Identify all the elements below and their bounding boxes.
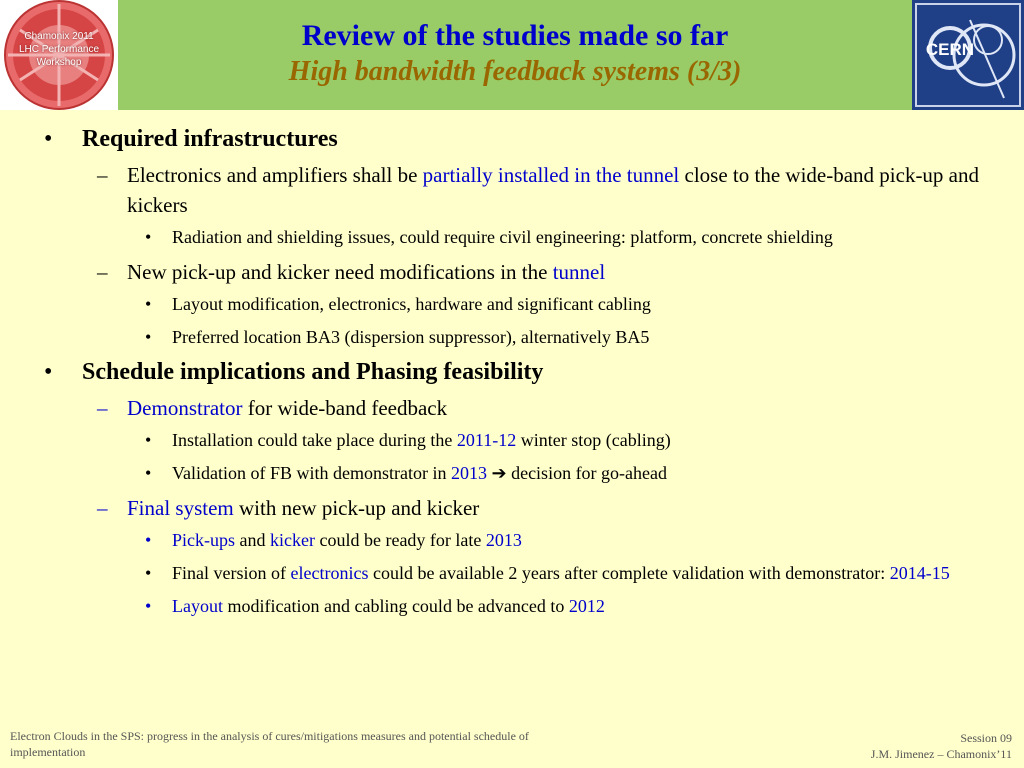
text-run: could be available 2 years after complete validation with demonstrator:: [368, 563, 890, 583]
item-final-electronics: [0, 560, 1024, 586]
text-run: Electronics and amplifiers shall be: [127, 163, 423, 187]
highlight-text: Final system: [127, 496, 234, 520]
bullet-marker: •: [145, 327, 152, 347]
text-run: close to the wide-band pick-up and kickers: [127, 163, 980, 217]
highlight-text: 2013: [450, 463, 487, 483]
text-run: New pick-up and kicker need modifications in the: [127, 260, 553, 284]
bullet-marker: •: [145, 227, 152, 247]
footer-right: [871, 730, 1012, 762]
bullet-marker: •: [145, 294, 152, 314]
footer-session: Session 09: [960, 731, 1012, 745]
bullet-marker: •: [145, 563, 152, 583]
text-run: and: [235, 530, 270, 550]
sub-bullet-electronics: [0, 160, 1024, 220]
item-radiation-shielding: [0, 224, 1024, 250]
text-run: Layout modification, electronics, hardware and significant cabling: [172, 294, 651, 314]
highlight-text: Demonstrator: [127, 396, 243, 420]
bullet-marker: •: [145, 463, 152, 483]
bullet-marker: •: [145, 530, 152, 550]
text-run: for wide-band feedback: [242, 396, 448, 420]
highlight-text: kicker: [270, 530, 315, 550]
dash-marker: –: [97, 396, 108, 420]
slide-body: [0, 124, 1024, 626]
text-run: could be ready for late: [314, 530, 486, 550]
chamonix-workshop-logo: [0, 0, 118, 110]
cern-logo-graphic: [912, 0, 1024, 110]
bullet-marker: •: [44, 359, 53, 385]
highlight-text: 2014-15: [889, 563, 950, 583]
item-layout-modification: [0, 291, 1024, 317]
text-run: Final version of: [172, 563, 291, 583]
cern-logo-text: CERN: [925, 40, 975, 59]
bullet-required-infrastructures: [0, 124, 1024, 154]
highlight-text: partially installed in the tunnel: [422, 163, 680, 187]
text-run: Validation of FB with demonstrator in: [172, 463, 451, 483]
slide-subtitle: High bandwidth feedback systems (3/3): [288, 56, 742, 87]
bullet-marker: •: [145, 430, 152, 450]
chamonix-logo-text: Chamonix 2011 LHC Performance Workshop: [18, 31, 100, 68]
item-pickups-kicker: [0, 527, 1024, 553]
text-run: Radiation and shielding issues, could require civil engineering: platform, concrete shielding: [172, 227, 833, 247]
item-preferred-location: [0, 324, 1024, 350]
footer-left-caption: Electron Clouds in the SPS: progress in the analysis of cures/mitigations measures and potential schedule of implementation: [10, 729, 529, 759]
text-run: Installation could take place during the: [172, 430, 457, 450]
slide-header: [0, 0, 1024, 110]
sub-bullet-demonstrator: [0, 393, 1024, 423]
footer-author: J.M. Jimenez – Chamonix’11: [870, 747, 1012, 761]
bullet-heading: Schedule implications and Phasing feasibility: [82, 359, 544, 385]
slide-title: Review of the studies made so far: [301, 19, 729, 52]
bullet-heading: Required infrastructures: [82, 126, 338, 152]
highlight-text: Layout: [172, 596, 223, 616]
bullet-schedule-implications: [0, 357, 1024, 387]
text-run: Preferred location BA3 (dispersion suppressor), alternatively BA5: [172, 327, 650, 347]
text-run: decision for go-ahead: [506, 463, 668, 483]
sub-bullet-final-system: [0, 493, 1024, 523]
sub-bullet-pickup-kicker: [0, 257, 1024, 287]
highlight-text: 2012: [568, 596, 605, 616]
highlight-text: 2013: [485, 530, 522, 550]
bullet-marker: •: [145, 596, 152, 616]
item-layout-cabling: [0, 593, 1024, 619]
text-run: with new pick-up and kicker: [233, 496, 480, 520]
text-run: winter stop (cabling): [516, 430, 671, 450]
highlight-text: 2011-12: [456, 430, 517, 450]
item-installation: [0, 427, 1024, 453]
dash-marker: –: [97, 496, 108, 520]
highlight-text: tunnel: [552, 260, 606, 284]
cern-logo: [912, 0, 1024, 110]
highlight-text: electronics: [290, 563, 369, 583]
highlight-text: Pick-ups: [172, 530, 235, 550]
dash-marker: –: [97, 260, 108, 284]
item-validation: [0, 460, 1024, 486]
bullet-marker: •: [44, 126, 53, 152]
dash-marker: –: [97, 163, 108, 187]
text-run: modification and cabling could be advanced to: [223, 596, 569, 616]
arrow-icon: ➔: [491, 463, 507, 483]
slide-title-block: [118, 18, 912, 90]
